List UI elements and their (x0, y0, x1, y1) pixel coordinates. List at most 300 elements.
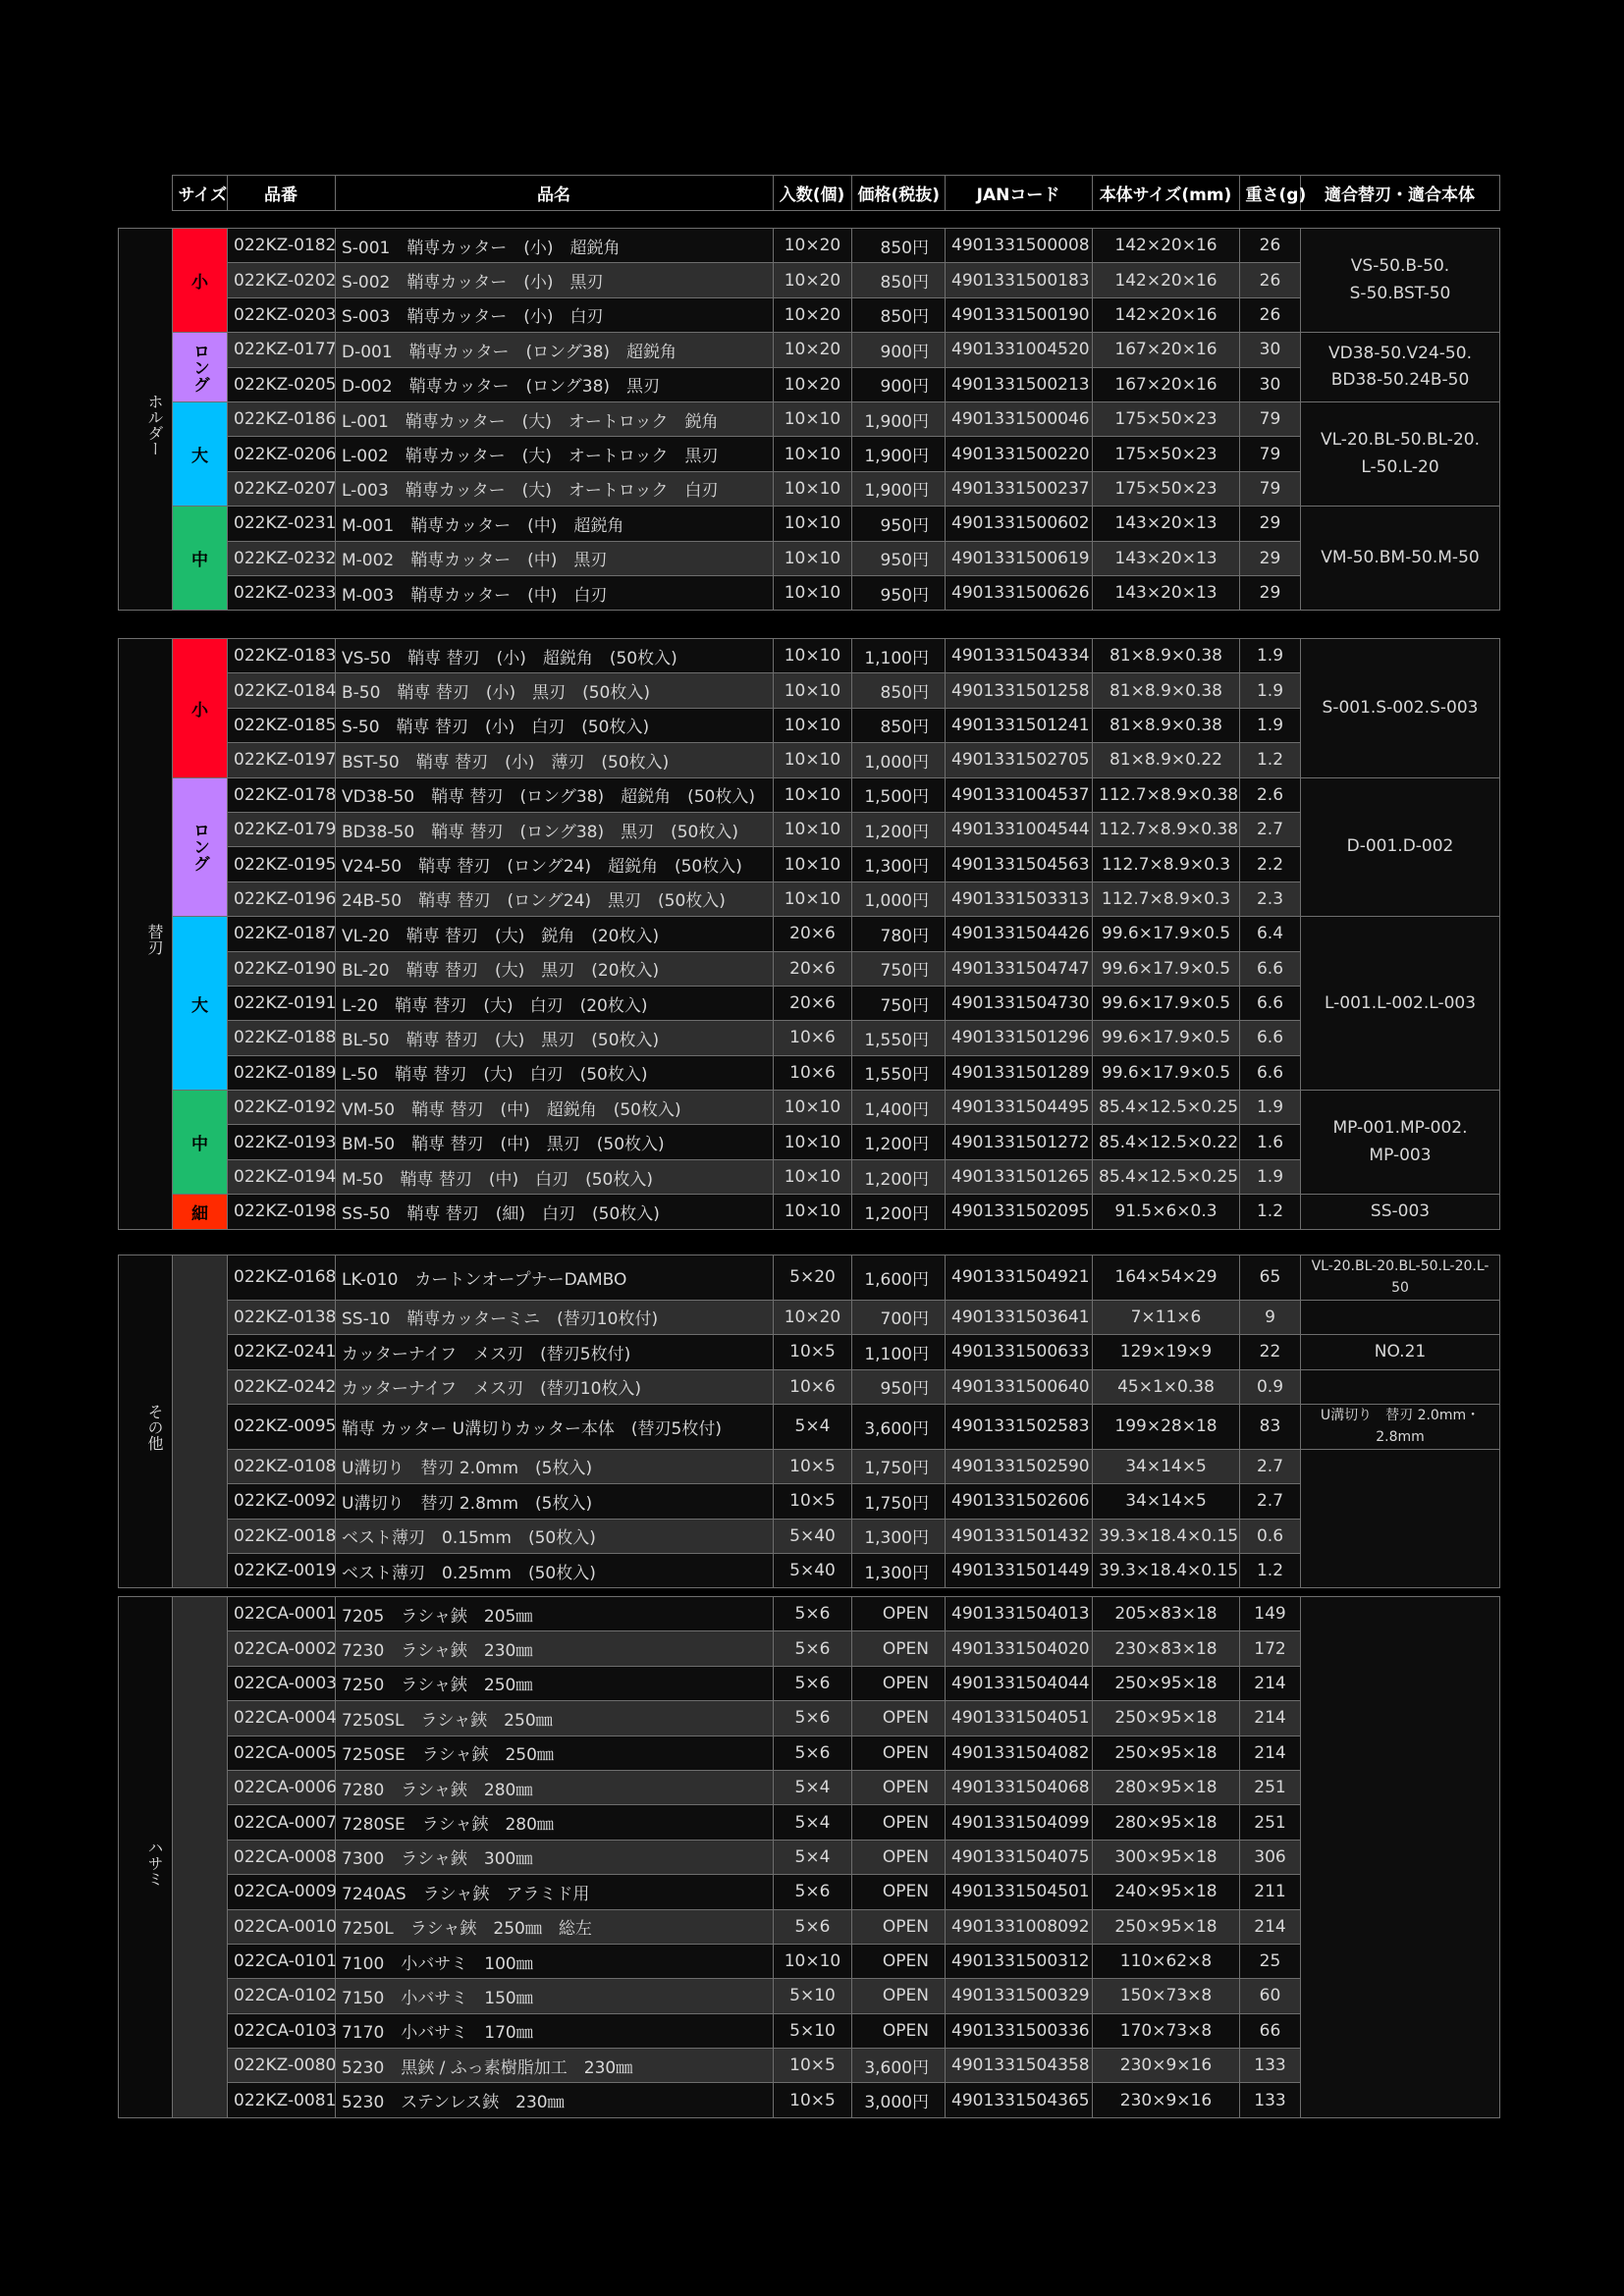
price: 1,000円 (852, 743, 946, 777)
product-name: L-50 鞘専 替刃 (大) 白刃 (50枚入) (336, 1055, 774, 1090)
weight: 79 (1240, 437, 1301, 471)
dimensions: 170×73×8 (1093, 2013, 1240, 2048)
price: OPEN (852, 2013, 946, 2048)
compatible-blades (1301, 507, 1500, 611)
product-name: BD38-50 鞘専 替刃 (ロング38) 黒刃 (50枚入) (336, 812, 774, 846)
compat-line: U溝切り 替刃 2.0mm・2.8mm (1320, 1407, 1481, 1446)
product-name: L-001 鞘専カッター (大) オートロック 鋭角 (336, 401, 774, 436)
dimensions: 91.5×6×0.3 (1093, 1195, 1240, 1229)
weight: 2.2 (1240, 847, 1301, 881)
dimensions: 45×1×0.38 (1093, 1369, 1240, 1404)
product-name: SS-10 鞘専カッターミニ (替刃10枚付) (336, 1300, 774, 1334)
dimensions: 250×95×18 (1093, 1735, 1240, 1770)
dimensions: 205×83×18 (1093, 1597, 1240, 1631)
product-code: 022KZ-0080 (228, 2049, 336, 2083)
compat-line: S-001.S-002.S-003 (1322, 697, 1479, 718)
jan-code: 4901331500312 (946, 1944, 1093, 1978)
dimensions: 81×8.9×0.38 (1093, 673, 1240, 708)
pack-qty: 10×10 (774, 777, 852, 812)
dimensions: 99.6×17.9×0.5 (1093, 917, 1240, 951)
header-blank (118, 176, 172, 211)
pack-qty: 10×10 (774, 881, 852, 916)
table-row (119, 1300, 1500, 1334)
pack-qty: 10×10 (774, 471, 852, 506)
pack-qty: 5×6 (774, 1597, 852, 1631)
pack-qty: 5×40 (774, 1519, 852, 1553)
weight: 2.7 (1240, 1449, 1301, 1483)
dimensions: 167×20×16 (1093, 367, 1240, 401)
dimensions: 112.7×8.9×0.38 (1093, 812, 1240, 846)
product-code: 022KZ-0203 (228, 297, 336, 332)
price: 1,600円 (852, 1255, 946, 1301)
weight: 1.9 (1240, 1159, 1301, 1194)
jan-code: 4901331504358 (946, 2049, 1093, 2083)
product-name: ベスト薄刃 0.15mm (50枚入) (336, 1519, 774, 1553)
product-code: 022KZ-0233 (228, 575, 336, 610)
product-code: 022KZ-0178 (228, 777, 336, 812)
price: OPEN (852, 1944, 946, 1978)
weight: 29 (1240, 507, 1301, 541)
compatible-blades (1301, 639, 1500, 778)
compatible-blades (1301, 333, 1500, 402)
jan-code: 4901331500046 (946, 401, 1093, 436)
price: OPEN (852, 1840, 946, 1874)
product-code: 022CA-0102 (228, 1979, 336, 2013)
price: 850円 (852, 263, 946, 297)
compatible-blades (1301, 229, 1500, 333)
jan-code: 4901331500220 (946, 437, 1093, 471)
price: 1,200円 (852, 1195, 946, 1229)
section-table (118, 1255, 1500, 1588)
product-name: U溝切り 替刃 2.8mm (5枚入) (336, 1484, 774, 1519)
price: 850円 (852, 673, 946, 708)
product-code: 022CA-0007 (228, 1805, 336, 1840)
product-code: 022KZ-0241 (228, 1335, 336, 1369)
product-name: 7240AS ラシャ鋏 アラミド用 (336, 1875, 774, 1909)
weight: 214 (1240, 1735, 1301, 1770)
table-row (119, 541, 1500, 575)
pack-qty: 5×6 (774, 1735, 852, 1770)
jan-code: 4901331500237 (946, 471, 1093, 506)
jan-code: 4901331504730 (946, 986, 1093, 1020)
product-name: S-003 鞘専カッター (小) 白刃 (336, 297, 774, 332)
product-code: 022KZ-0177 (228, 333, 336, 367)
compatible-blades (1301, 1335, 1500, 1369)
table-row (119, 2013, 1500, 2048)
weight: 29 (1240, 575, 1301, 610)
pack-qty: 10×10 (774, 708, 852, 742)
weight: 6.6 (1240, 986, 1301, 1020)
price: 750円 (852, 951, 946, 986)
table-row (119, 575, 1500, 610)
price: OPEN (852, 1735, 946, 1770)
header-row (118, 176, 1499, 211)
product-code: 022KZ-0191 (228, 986, 336, 1020)
dimensions: 99.6×17.9×0.5 (1093, 986, 1240, 1020)
jan-code: 4901331501289 (946, 1055, 1093, 1090)
compat-line: L-50.L-20 (1361, 456, 1439, 477)
dimensions: 81×8.9×0.38 (1093, 639, 1240, 673)
column-header: JANコード (945, 176, 1092, 211)
dimensions: 300×95×18 (1093, 1840, 1240, 1874)
size-blank (173, 1597, 228, 2118)
table-row (119, 2083, 1500, 2117)
section-label: ホルダー (119, 229, 173, 611)
compat-line: L-001.L-002.L-003 (1324, 992, 1477, 1013)
weight: 1.9 (1240, 673, 1301, 708)
product-name: L-20 鞘専 替刃 (大) 白刃 (20枚入) (336, 986, 774, 1020)
column-header: 適合替刃・適合本体 (1300, 176, 1499, 211)
product-code: 022KZ-0196 (228, 881, 336, 916)
price: 850円 (852, 229, 946, 263)
product-name: 鞘専 カッター U溝切りカッター本体 (替刃5枚付) (336, 1404, 774, 1449)
product-code: 022KZ-0232 (228, 541, 336, 575)
weight: 133 (1240, 2049, 1301, 2083)
price: 1,750円 (852, 1484, 946, 1519)
dimensions: 230×83×18 (1093, 1631, 1240, 1666)
price: 3,600円 (852, 2049, 946, 2083)
product-code: 022CA-0006 (228, 1770, 336, 1804)
product-name: 7230 ラシャ鋏 230㎜ (336, 1631, 774, 1666)
product-code: 022CA-0004 (228, 1701, 336, 1735)
compat-line: VD38-50.V24-50. (1328, 343, 1472, 363)
product-code: 022KZ-0179 (228, 812, 336, 846)
table-row (119, 367, 1500, 401)
dimensions: 85.4×12.5×0.25 (1093, 1159, 1240, 1194)
table-row (119, 229, 1500, 263)
price: 1,900円 (852, 437, 946, 471)
product-code: 022CA-0005 (228, 1735, 336, 1770)
pack-qty: 10×10 (774, 639, 852, 673)
product-code: 022CA-0101 (228, 1944, 336, 1978)
dimensions: 175×50×23 (1093, 437, 1240, 471)
weight: 60 (1240, 1979, 1301, 2013)
price: 3,600円 (852, 1404, 946, 1449)
price: 1,300円 (852, 1553, 946, 1587)
price: OPEN (852, 1666, 946, 1700)
weight: 1.9 (1240, 639, 1301, 673)
pack-qty: 10×20 (774, 229, 852, 263)
dimensions: 280×95×18 (1093, 1805, 1240, 1840)
jan-code: 4901331504365 (946, 2083, 1093, 2117)
table-row (119, 1369, 1500, 1404)
jan-code: 4901331504082 (946, 1735, 1093, 1770)
product-code: 022KZ-0168 (228, 1255, 336, 1301)
product-code: 022KZ-0189 (228, 1055, 336, 1090)
product-name: B-50 鞘専 替刃 (小) 黒刃 (50枚入) (336, 673, 774, 708)
dimensions: 81×8.9×0.22 (1093, 743, 1240, 777)
product-name: 7250SE ラシャ鋏 250㎜ (336, 1735, 774, 1770)
product-code: 022KZ-0197 (228, 743, 336, 777)
dimensions: 112.7×8.9×0.3 (1093, 881, 1240, 916)
weight: 2.6 (1240, 777, 1301, 812)
dimensions: 142×20×16 (1093, 297, 1240, 332)
jan-code: 4901331500633 (946, 1335, 1093, 1369)
jan-code: 4901331504075 (946, 1840, 1093, 1874)
product-code: 022KZ-0195 (228, 847, 336, 881)
table-row (119, 986, 1500, 1020)
jan-code: 4901331500190 (946, 297, 1093, 332)
jan-code: 4901331502095 (946, 1195, 1093, 1229)
product-name: 7170 小バサミ 170㎜ (336, 2013, 774, 2048)
table-row (119, 1404, 1500, 1449)
column-header: サイズ (172, 176, 227, 211)
table-row (119, 1735, 1500, 1770)
product-name: 7205 ラシャ鋏 205㎜ (336, 1597, 774, 1631)
pack-qty: 10×6 (774, 1021, 852, 1055)
product-code: 022KZ-0231 (228, 507, 336, 541)
product-name: M-50 鞘専 替刃 (中) 白刃 (50枚入) (336, 1159, 774, 1194)
product-code: 022KZ-0108 (228, 1449, 336, 1483)
product-name: 5230 ステンレス鋏 230㎜ (336, 2083, 774, 2117)
pack-qty: 10×10 (774, 1159, 852, 1194)
table-row (119, 1979, 1500, 2013)
product-name: D-001 鞘専カッター (ロング38) 超鋭角 (336, 333, 774, 367)
jan-code: 4901331500626 (946, 575, 1093, 610)
product-code: 022KZ-0184 (228, 673, 336, 708)
product-name: カッターナイフ メス刃 (替刃5枚付) (336, 1335, 774, 1369)
pack-qty: 10×10 (774, 507, 852, 541)
pack-qty: 10×5 (774, 1449, 852, 1483)
jan-code: 4901331500602 (946, 507, 1093, 541)
jan-code: 4901331500640 (946, 1369, 1093, 1404)
table-row (119, 951, 1500, 986)
compatible-blades (1301, 1091, 1500, 1195)
compat-line: BD38-50.24B-50 (1330, 370, 1470, 391)
compat-line: NO.21 (1374, 1341, 1427, 1362)
product-code: 022KZ-0242 (228, 1369, 336, 1404)
pack-qty: 10×5 (774, 2049, 852, 2083)
dimensions: 143×20×13 (1093, 541, 1240, 575)
product-name: 7300 ラシャ鋏 300㎜ (336, 1840, 774, 1874)
pack-qty: 5×6 (774, 1875, 852, 1909)
dimensions: 112.7×8.9×0.38 (1093, 777, 1240, 812)
product-name: BL-20 鞘専 替刃 (大) 黒刃 (20枚入) (336, 951, 774, 986)
pack-qty: 10×20 (774, 297, 852, 332)
pack-qty: 10×6 (774, 1369, 852, 1404)
price: 1,550円 (852, 1021, 946, 1055)
price: 850円 (852, 708, 946, 742)
price: 1,200円 (852, 812, 946, 846)
pack-qty: 10×10 (774, 812, 852, 846)
price: 1,900円 (852, 471, 946, 506)
pack-qty: 5×4 (774, 1805, 852, 1840)
weight: 79 (1240, 471, 1301, 506)
product-code: 022KZ-0187 (228, 917, 336, 951)
pack-qty: 10×5 (774, 2083, 852, 2117)
weight: 83 (1240, 1404, 1301, 1449)
product-code: 022KZ-0194 (228, 1159, 336, 1194)
table-row (119, 1335, 1500, 1369)
dimensions: 240×95×18 (1093, 1875, 1240, 1909)
size-badge: 大 (173, 401, 228, 506)
weight: 1.2 (1240, 1195, 1301, 1229)
weight: 66 (1240, 2013, 1301, 2048)
table-row (119, 297, 1500, 332)
jan-code: 4901331501258 (946, 673, 1093, 708)
price: 950円 (852, 1369, 946, 1404)
pack-qty: 5×6 (774, 1666, 852, 1700)
price: OPEN (852, 1875, 946, 1909)
table-row (119, 507, 1500, 541)
product-name: 7250 ラシャ鋏 250㎜ (336, 1666, 774, 1700)
pack-qty: 10×10 (774, 401, 852, 436)
pack-qty: 10×20 (774, 367, 852, 401)
size-badge: 小 (173, 639, 228, 778)
size-badge: ロング (173, 333, 228, 402)
compat-line: VL-20.BL-50.BL-20. (1321, 430, 1480, 451)
jan-code: 4901331004537 (946, 777, 1093, 812)
product-name: L-003 鞘専カッター (大) オートロック 白刃 (336, 471, 774, 506)
jan-code: 4901331504051 (946, 1701, 1093, 1735)
compatible-blades (1301, 1300, 1500, 1334)
compatible-blades (1301, 401, 1500, 506)
price: OPEN (852, 1770, 946, 1804)
product-name: LK-010 カートンオープナーDAMBO (336, 1255, 774, 1301)
weight: 2.3 (1240, 881, 1301, 916)
product-name: BL-50 鞘専 替刃 (大) 黒刃 (50枚入) (336, 1021, 774, 1055)
pack-qty: 10×10 (774, 437, 852, 471)
product-code: 022KZ-0182 (228, 229, 336, 263)
product-code: 022KZ-0186 (228, 401, 336, 436)
table-row (119, 1055, 1500, 1090)
price: 1,500円 (852, 777, 946, 812)
size-badge: 中 (173, 1091, 228, 1195)
jan-code: 4901331501265 (946, 1159, 1093, 1194)
jan-code: 4901331501272 (946, 1125, 1093, 1159)
jan-code: 4901331500619 (946, 541, 1093, 575)
table-row (119, 673, 1500, 708)
weight: 9 (1240, 1300, 1301, 1334)
price: 1,000円 (852, 881, 946, 916)
product-code: 022CA-0009 (228, 1875, 336, 1909)
price: 1,100円 (852, 1335, 946, 1369)
pack-qty: 5×20 (774, 1255, 852, 1301)
dimensions: 167×20×16 (1093, 333, 1240, 367)
jan-code: 4901331504426 (946, 917, 1093, 951)
price: OPEN (852, 1597, 946, 1631)
product-code: 022KZ-0018 (228, 1519, 336, 1553)
weight: 6.6 (1240, 951, 1301, 986)
section-label: その他 (119, 1255, 173, 1588)
pack-qty: 10×6 (774, 1055, 852, 1090)
pack-qty: 10×10 (774, 743, 852, 777)
product-code: 022CA-0010 (228, 1909, 336, 1944)
pack-qty: 5×6 (774, 1701, 852, 1735)
dimensions: 99.6×17.9×0.5 (1093, 1021, 1240, 1055)
column-header: 品名 (335, 176, 773, 211)
product-code: 022KZ-0206 (228, 437, 336, 471)
pack-qty: 5×10 (774, 2013, 852, 2048)
column-header: 本体サイズ(mm) (1092, 176, 1239, 211)
product-name: S-50 鞘専 替刃 (小) 白刃 (50枚入) (336, 708, 774, 742)
compatible-blades (1301, 1449, 1500, 1588)
dimensions: 34×14×5 (1093, 1449, 1240, 1483)
jan-code: 4901331504563 (946, 847, 1093, 881)
pack-qty: 10×5 (774, 1335, 852, 1369)
jan-code: 4901331503641 (946, 1300, 1093, 1334)
price: 780円 (852, 917, 946, 951)
size-badge: ロング (173, 777, 228, 917)
dimensions: 142×20×16 (1093, 263, 1240, 297)
price: OPEN (852, 1631, 946, 1666)
price: 1,550円 (852, 1055, 946, 1090)
pack-qty: 5×10 (774, 1979, 852, 2013)
product-name: L-002 鞘専カッター (大) オートロック 黒刃 (336, 437, 774, 471)
compatible-blades (1301, 777, 1500, 917)
dimensions: 250×95×18 (1093, 1909, 1240, 1944)
weight: 65 (1240, 1255, 1301, 1301)
jan-code: 4901331501432 (946, 1519, 1093, 1553)
product-name: BST-50 鞘専 替刃 (小) 薄刃 (50枚入) (336, 743, 774, 777)
product-code: 022CA-0008 (228, 1840, 336, 1874)
table-row (119, 1840, 1500, 1874)
weight: 26 (1240, 297, 1301, 332)
table-row (119, 777, 1500, 812)
jan-code: 4901331504044 (946, 1666, 1093, 1700)
weight: 26 (1240, 229, 1301, 263)
table-row (119, 1631, 1500, 1666)
product-name: D-002 鞘専カッター (ロング38) 黒刃 (336, 367, 774, 401)
weight: 214 (1240, 1909, 1301, 1944)
jan-code: 4901331502583 (946, 1404, 1093, 1449)
jan-code: 4901331501449 (946, 1553, 1093, 1587)
dimensions: 164×54×29 (1093, 1255, 1240, 1301)
jan-code: 4901331503313 (946, 881, 1093, 916)
jan-code: 4901331504747 (946, 951, 1093, 986)
dimensions: 175×50×23 (1093, 471, 1240, 506)
table-row (119, 437, 1500, 471)
compat-line: SS-003 (1370, 1201, 1431, 1221)
product-name: 7100 小バサミ 100㎜ (336, 1944, 774, 1978)
table-row (119, 471, 1500, 506)
jan-code: 4901331504099 (946, 1805, 1093, 1840)
product-code: 022CA-0002 (228, 1631, 336, 1666)
product-code: 022KZ-0192 (228, 1091, 336, 1125)
dimensions: 110×62×8 (1093, 1944, 1240, 1978)
pack-qty: 10×10 (774, 541, 852, 575)
weight: 1.9 (1240, 708, 1301, 742)
price: OPEN (852, 1909, 946, 1944)
size-badge: 大 (173, 917, 228, 1091)
compatible-blades (1301, 1369, 1500, 1404)
price: 850円 (852, 297, 946, 332)
table-row (119, 1091, 1500, 1125)
weight: 2.7 (1240, 812, 1301, 846)
price: 900円 (852, 367, 946, 401)
weight: 172 (1240, 1631, 1301, 1666)
product-name: VM-50 鞘専 替刃 (中) 超鋭角 (50枚入) (336, 1091, 774, 1125)
table-row (119, 1701, 1500, 1735)
product-name: ベスト薄刃 0.25mm (50枚入) (336, 1553, 774, 1587)
price: 1,200円 (852, 1159, 946, 1194)
pack-qty: 20×6 (774, 917, 852, 951)
product-code: 022KZ-0138 (228, 1300, 336, 1334)
product-name: 5230 黒鋏 / ふっ素樹脂加工 230㎜ (336, 2049, 774, 2083)
product-name: S-002 鞘専カッター (小) 黒刃 (336, 263, 774, 297)
jan-code: 4901331500329 (946, 1979, 1093, 2013)
pack-qty: 10×20 (774, 263, 852, 297)
compat-line: VL-20.BL-20.BL-50.L-20.L-50 (1311, 1258, 1489, 1297)
compat-line: MP-003 (1369, 1145, 1432, 1165)
weight: 214 (1240, 1666, 1301, 1700)
dimensions: 85.4×12.5×0.25 (1093, 1091, 1240, 1125)
product-code: 022KZ-0202 (228, 263, 336, 297)
pack-qty: 5×40 (774, 1553, 852, 1587)
column-header: 重さ(g) (1239, 176, 1300, 211)
product-name: 7280SE ラシャ鋏 280㎜ (336, 1805, 774, 1840)
product-name: M-001 鞘専カッター (中) 超鋭角 (336, 507, 774, 541)
